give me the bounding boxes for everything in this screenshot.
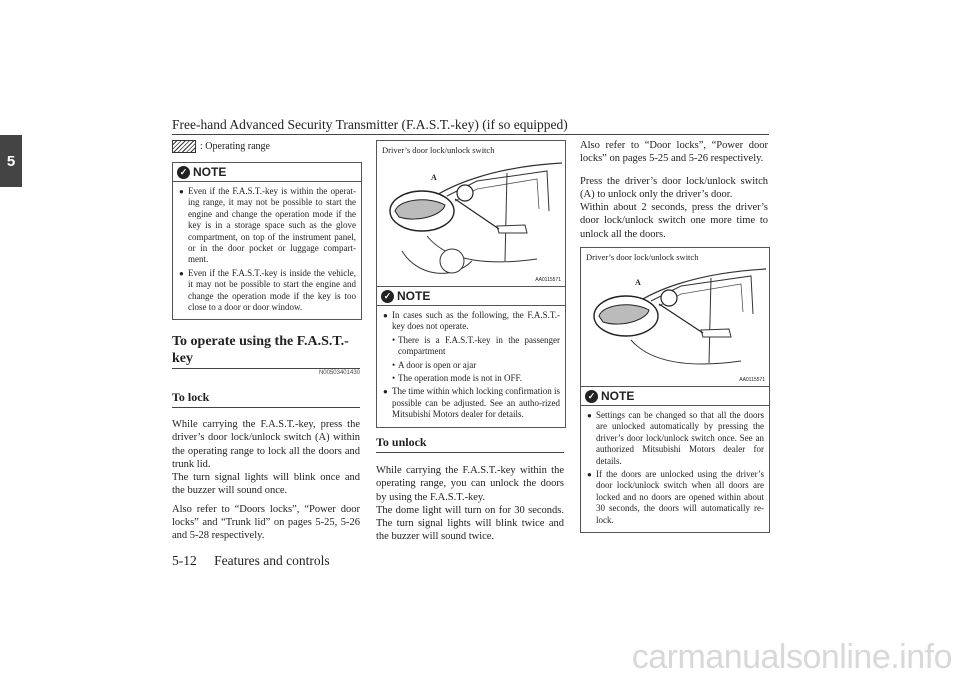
door-switch-figure-2 (580, 247, 770, 387)
note-box-2 (376, 286, 566, 428)
callout-a: A (431, 173, 437, 182)
subsection-divider (172, 407, 360, 408)
paragraph: While carrying the F.A.S.T.-key within the operating range, you can unlock the doors by using the F.A.S.T.-key. (376, 465, 564, 503)
subsection-title-unlock: To unlock (376, 435, 427, 449)
subsection-divider (376, 452, 564, 453)
lock-instructions (172, 418, 360, 548)
figure-id: AA0115571 (535, 277, 561, 283)
callout-a: A (635, 278, 641, 287)
note-sub-item: • A door is open or ajar (383, 360, 560, 371)
note-box-1 (172, 162, 362, 320)
unlock-details (580, 139, 768, 246)
figure-id: AA0115571 (739, 377, 765, 383)
subsection-title-lock: To lock (172, 390, 210, 404)
paragraph: Also refer to “Doors locks”, “Power door locks” and “Trunk lid” on pages 5-25, 5-26 and 5-28 respectively. (172, 503, 360, 542)
note-heading: ✓ NOTE (581, 387, 769, 406)
door-switch-figure-1 (376, 140, 566, 287)
paragraph: While carrying the F.A.S.T.-key, press the driver’s door lock/unlock switch (A) within the operating range to lock all the doors and trunk lid. (172, 419, 360, 470)
figure-caption: Driver’s door lock/unlock switch (586, 252, 699, 262)
section-title-operate: To operate using the F.A.S.T.-key (172, 334, 349, 366)
door-handle-illustration (581, 248, 769, 386)
section-divider (172, 368, 360, 369)
info-icon: ✓ (177, 166, 190, 179)
note-item: ● Even if the F.A.S.T.-key is within the operat-ing range, it may not be possible to start the engine and change the operation mode if the key is in a storage space such as the glove compartment, on top of the instrument panel, or in the door pocket or luggage compart-ment. (179, 186, 356, 266)
info-icon: ✓ (585, 390, 598, 403)
note-sub-item: • There is a F.A.S.T.-key in the passenger compartment (383, 335, 560, 358)
door-handle-illustration (377, 141, 565, 286)
section-code: N00503401430 (318, 370, 360, 376)
note-item: ● In cases such as the following, the F.A.S.T.-key does not operate. (383, 310, 560, 333)
page-footer (172, 553, 344, 569)
chapter-tab: 5 (0, 135, 22, 187)
note-heading: ✓ NOTE (377, 287, 565, 306)
note-item: ● If the doors are unlocked using the driver’s door lock/unlock switch when all doors are locked and no doors are opened within about 30 seconds, the doors will automatically re-lock. (587, 469, 764, 526)
note-item: ● Settings can be changed so that all the doors are unlocked automatically by pressing the driver’s door lock/unlock switch once. See an authorized Mitsubishi Motors dealer for details. (587, 410, 764, 467)
footer-section: Features and controls (214, 553, 330, 568)
page-number: 5-12 (172, 553, 197, 568)
note-item: ● The time within which locking confirmation is possible can be adjusted. See an autho-rized Mitsubishi Motors dealer for details. (383, 386, 560, 420)
note-item: ● Even if the F.A.S.T.-key is inside the vehicle, it may not be possible to start the engine and change the operation mode if the key is too close to a door or door window. (179, 268, 356, 314)
unlock-instructions (376, 464, 564, 549)
header-divider (172, 134, 769, 135)
hatch-swatch-icon (172, 140, 196, 153)
page-header-title: Free-hand Advanced Security Transmitter (F.A.S.T.-key) (if so equipped) (172, 117, 568, 132)
paragraph: Also refer to “Door locks”, “Power door locks” on pages 5-25 and 5-26 respectively. (580, 140, 768, 165)
figure-caption: Driver’s door lock/unlock switch (382, 145, 495, 155)
paragraph: The turn signal lights will blink once and the buzzer will sound once. (172, 472, 360, 497)
operating-range-legend (172, 140, 270, 153)
paragraph: Within about 2 seconds, press the driver’s door lock/unlock switch one more time to unlock all the doors. (580, 202, 768, 240)
watermark: carmanualsonline.info (631, 638, 952, 676)
paragraph: The dome light will turn on for 30 seconds. The turn signal lights will blink twice and the buzzer will sound twice. (376, 504, 564, 543)
info-icon: ✓ (381, 290, 394, 303)
note-box-3 (580, 386, 770, 533)
paragraph: Press the driver’s door lock/unlock switch (A) to unlock only the driver’s door. (580, 175, 768, 200)
note-heading: ✓ NOTE (173, 163, 361, 182)
operating-range-label: : Operating range (200, 141, 270, 152)
note-sub-item: • The operation mode is not in OFF. (383, 373, 560, 384)
